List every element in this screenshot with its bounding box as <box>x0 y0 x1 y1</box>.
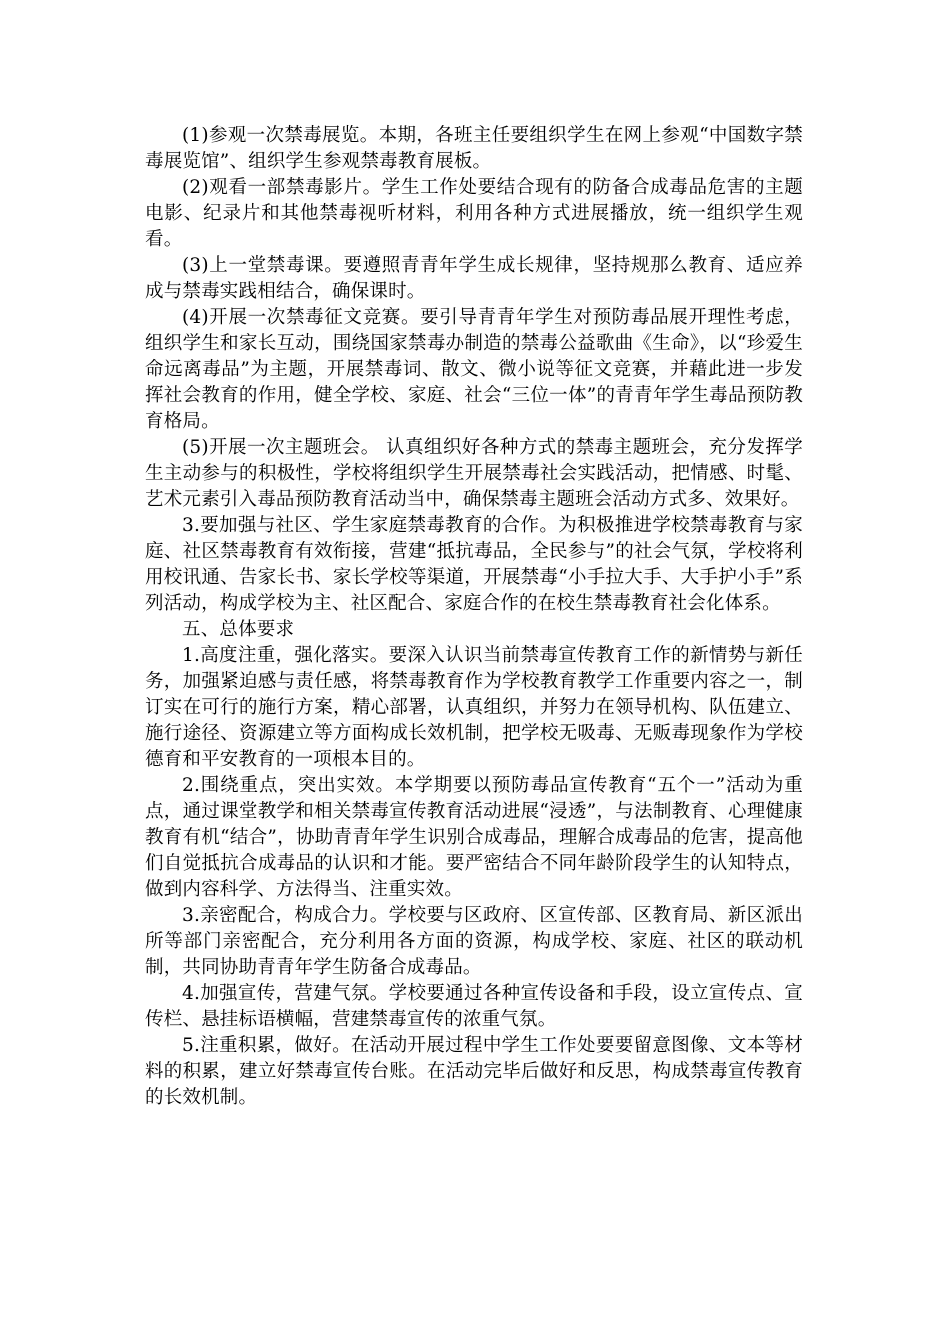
paragraph-community-cooperation: 3.要加强与社区、学生家庭禁毒教育的合作。为积极推进学校禁毒教育与家庭、社区禁毒教育有效衔接，营建“抵抗毒品，全民参与”的社会气氛，学校将利用校讯通、告家长书、家长学校等渠道，开展禁毒“小手拉大手、大手护小手”系列活动，构成学校为主、社区配合、家庭合作的在校生禁毒教育社会化体系。 <box>145 515 803 614</box>
paragraph-requirement-2: 2.围绕重点，突出实效。本学期要以预防毒品宣传教育“五个一”活动为重点，通过课堂教学和相关禁毒宣传教育活动进展“浸透”，与法制教育、心理健康教育有机“结合”，协助青青年学生识别合成毒品，理解合成毒品的危害，提高他们自觉抵抗合成毒品的认识和才能。要严密结合不同年龄阶段学生的认知特点，做到内容科学、方法得当、注重实效。 <box>145 775 803 900</box>
paragraph-activity-3: (3)上一堂禁毒课。要遵照青青年学生成长规律，坚持规那么教育、适应养成与禁毒实践相结合，确保课时。 <box>145 255 803 302</box>
document-body <box>145 123 803 1111</box>
paragraph-requirement-5: 5.注重积累，做好。在活动开展过程中学生工作处要要留意图像、文本等材料的积累，建立好禁毒宣传台账。在活动完毕后做好和反思，构成禁毒宣传教育的长效机制。 <box>145 1035 803 1108</box>
paragraph-requirement-1: 1.高度注重，强化落实。要深入认识当前禁毒宣传教育工作的新情势与新任务，加强紧迫感与责任感，将禁毒教育作为学校教育教学工作重要内容之一，制订实在可行的施行方案，精心部署，认真组织，并努力在领导机构、队伍建立、施行途径、资源建立等方面构成长效机制，把学校无吸毒、无贩毒现象作为学校德育和平安教育的一项根本目的。 <box>145 645 803 770</box>
paragraph-activity-1: (1)参观一次禁毒展览。本期，各班主任要组织学生在网上参观“中国数字禁毒展览馆”、组织学生参观禁毒教育展板。 <box>145 125 803 172</box>
paragraph-requirement-3: 3.亲密配合，构成合力。学校要与区政府、区宣传部、区教育局、新区派出所等部门亲密配合，充分利用各方面的资源，构成学校、家庭、社区的联动机制，共同协助青青年学生防备合成毒品。 <box>145 905 803 978</box>
paragraph-activity-2: (2)观看一部禁毒影片。学生工作处要结合现有的防备合成毒品危害的主题电影、纪录片和其他禁毒视听材料，利用各种方式进展播放，统一组织学生观看。 <box>145 177 803 250</box>
paragraph-activity-4: (4)开展一次禁毒征文竞赛。要引导青青年学生对预防毒品展开理性考虑，组织学生和家长互动，围绕国家禁毒办制造的禁毒公益歌曲《生命》，以“珍爱生命远离毒品”为主题，开展禁毒词、散文、微小说等征文竞赛，并藉此进一步发挥社会教育的作用，健全学校、家庭、社会“三位一体”的青青年学生毒品预防教育格局。 <box>145 307 803 432</box>
paragraph-requirement-4: 4.加强宣传，营建气氛。学校要通过各种宣传设备和手段，设立宣传点、宣传栏、悬挂标语横幅，营建禁毒宣传的浓重气氛。 <box>145 983 803 1030</box>
section-heading-general-requirements: 五、总体要求 <box>182 619 295 640</box>
paragraph-activity-5: (5)开展一次主题班会。 认真组织好各种方式的禁毒主题班会，充分发挥学生主动参与的积极性，学校将组织学生开展禁毒社会实践活动，把情感、时髦、艺术元素引入毒品预防教育活动当中，确保禁毒主题班会活动方式多、效果好。 <box>145 437 803 510</box>
